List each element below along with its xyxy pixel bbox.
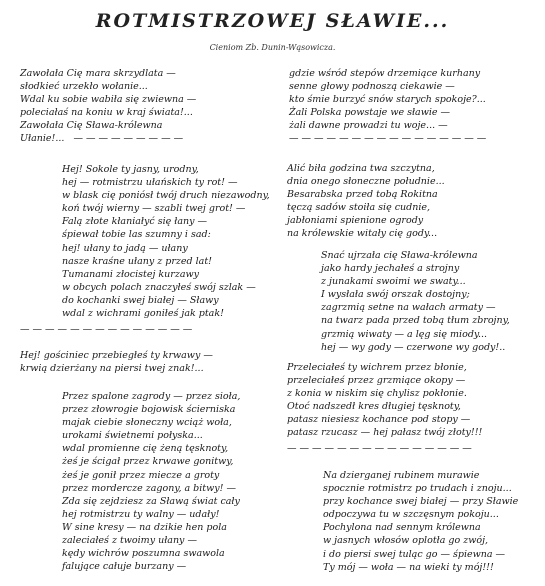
verse-line: majak ciebie słoneczny wciąż woła, [62, 417, 232, 429]
verse-line: słodkieć urzekło wołanie... [20, 81, 148, 93]
verse-line: żeś je gonił przez miecze a groty [62, 469, 220, 481]
verse-line: gdzie wśród stepów drzemiące kurhany [289, 68, 481, 79]
verse-line: przez mordercze zagony, a bitwy! — [62, 482, 236, 494]
verse-line: Otoć nadszedł kres długiej tęsknoty, [287, 401, 461, 413]
verse-line: w obcych polach znaczyłeś swój szlak — [62, 281, 256, 293]
verse-line: w blask cię poniósł twój druch niezawodny, [62, 190, 270, 202]
stanza [62, 390, 240, 573]
stanza [287, 361, 482, 440]
verse-line: odpoczywa tu w szczęsnym pokoju... [323, 509, 499, 521]
verse-line: przy kochance swej białej — przy Sławie [323, 496, 519, 508]
verse-line: hej! ułany to jadą — ułany [62, 242, 188, 254]
verse-line: nasze kraśne ułany z przed lat! [62, 255, 212, 267]
verse-line: na królewskie witały cię gody... [287, 228, 438, 240]
stanza [289, 67, 486, 146]
verse-line: Ty mój — woła — na wieki ty mój!!! [323, 561, 494, 573]
verse-line: I wysłała swój orszak dostojny; [321, 289, 470, 301]
stanza [20, 67, 196, 146]
verse-line: na twarz pada przed tobą tłum zbrojny, [321, 315, 510, 327]
verse-line: i do piersi swej tuląc go — śpiewna — [323, 548, 506, 560]
verse-line: krwią dzierżany na piersi twej znak!... [20, 363, 204, 375]
verse-line: spocznie rotmistrz po trudach i znoju... [323, 483, 512, 495]
verse-line: senne głowy podnoszą ciekawie — [289, 81, 455, 93]
verse-line: Żali Polska powstaje we sławie — [289, 107, 451, 119]
verse-line: Alić biła godzina twa szczytna, [287, 163, 435, 174]
separator: — — — — — — — — — — — — — — — — [289, 133, 487, 145]
verse-line: przeleciałeś przez grzmiące okopy — [287, 375, 466, 387]
stanza [20, 349, 213, 375]
verse-line: hej — rotmistrzu ułańskich ty rot! — [62, 177, 238, 189]
verse-line: Hej! gościniec przebiegłeś ty krwawy — [20, 350, 213, 361]
verse-line: Zawołała Cię Sława-królewna [20, 120, 163, 132]
verse-line: grzmią wiwaty — a lęg się miody... [321, 328, 488, 340]
verse-line: Zda się zejdziesz za Sławą świat cały [62, 495, 240, 507]
verse-line: koń twój wierny — szabli twej grot! — [62, 203, 246, 215]
verse-line: kto śmie burzyć snów starych spokoje?... [289, 94, 486, 106]
stanza [323, 469, 518, 574]
verse-line: żeś je ścigał przez krwawe gonitwy, [62, 456, 234, 468]
verse-line: Wdal ku sobie wabiła się zwiewna — [20, 94, 197, 106]
poem-title: ROTMISTRZOWEJ SŁAWIE... [95, 10, 450, 32]
verse-line: falujące całuje burzany — [62, 561, 187, 573]
verse-line: dnia onego słoneczne południe... [287, 176, 445, 188]
verse-line: zagrzmią setne na wałach armaty — [321, 302, 496, 314]
verse-line: z junakami swoimi we swaty... [321, 276, 466, 288]
verse-line: Pochylona nad sennym królewna [323, 522, 481, 534]
verse-line: jako hardy jechałeś a strojny [321, 263, 460, 275]
verse-line: żali dawne prowadzi tu woje... — [289, 120, 448, 132]
verse-line: zaleciałeś z twoimy ułany — [62, 535, 197, 547]
verse-line: wdal promienne cię żeną tęsknoty, [62, 443, 229, 455]
verse-line: patasz rzucasz — hej pałasz twój złoty!!! [287, 427, 483, 439]
verse-line: Przeleciałeś ty wichrem przez błonie, [287, 362, 467, 373]
verse-line: W sine kresy — na dzikie hen pola [62, 521, 227, 533]
verse-line: urokami świetnemi połyska... [62, 430, 203, 442]
verse-line: hej — wy gody — czerwone wy gody!.. [321, 341, 506, 353]
verse-line: śpiewał tobie las szumny i sad: [62, 229, 211, 241]
separator: — — — — — — — — — [73, 133, 184, 145]
separator: — — — — — — — — — — — — — — [20, 324, 193, 335]
verse-line: przez złowrogie bojowisk ścierniska [62, 404, 236, 416]
verse-line: jabłoniami spienione ogrody [287, 215, 424, 227]
verse-line: hej rotmistrzu ty walny — udały! [62, 508, 220, 520]
verse-line: kędy wichrów poszumna swawola [62, 548, 225, 560]
stanza [62, 163, 270, 320]
verse-line: wdal z wichrami goniłeś jak ptak! [62, 308, 224, 320]
stanza [321, 249, 510, 354]
verse-line: Zawołała Cię mara skrzydlata — [20, 68, 176, 79]
verse-line: Przez spalone zagrody — przez sioła, [62, 391, 241, 402]
verse-line: Hej! Sokole ty jasny, urodny, [62, 164, 199, 175]
verse-line: patasz niesiesz kochance pod stopy — [287, 414, 471, 426]
stanza [287, 162, 445, 241]
dedication: Cieniom Zb. Dunin-Wąsowicza. [209, 43, 336, 52]
verse-line: z konia w niskim się chylisz pokłonie. [287, 388, 467, 400]
verse-line: Ułanie!... [20, 133, 65, 145]
verse-line: Falą złote kłaniałyć się łany — [62, 216, 208, 228]
separator: — — — — — — — — — — — — — — — [287, 443, 472, 454]
verse-line: Na dzierganej rubinem murawie [323, 470, 480, 481]
verse-line: tęczą sadów stoiła się cudnie, [287, 202, 431, 214]
verse-line: do kochanki swej białej — Sławy [62, 294, 219, 306]
verse-line: poleciałaś na koniu w kraj świata!... [20, 107, 193, 119]
verse-line: w jasnych włosów oplotła go zwój, [323, 535, 489, 547]
verse-line: Besarabska przed tobą Rokitna [287, 189, 438, 201]
verse-line: Tumanami złocistej kurzawy [62, 268, 200, 280]
verse-line: Snać ujrzała cię Sława-królewna [321, 250, 478, 261]
